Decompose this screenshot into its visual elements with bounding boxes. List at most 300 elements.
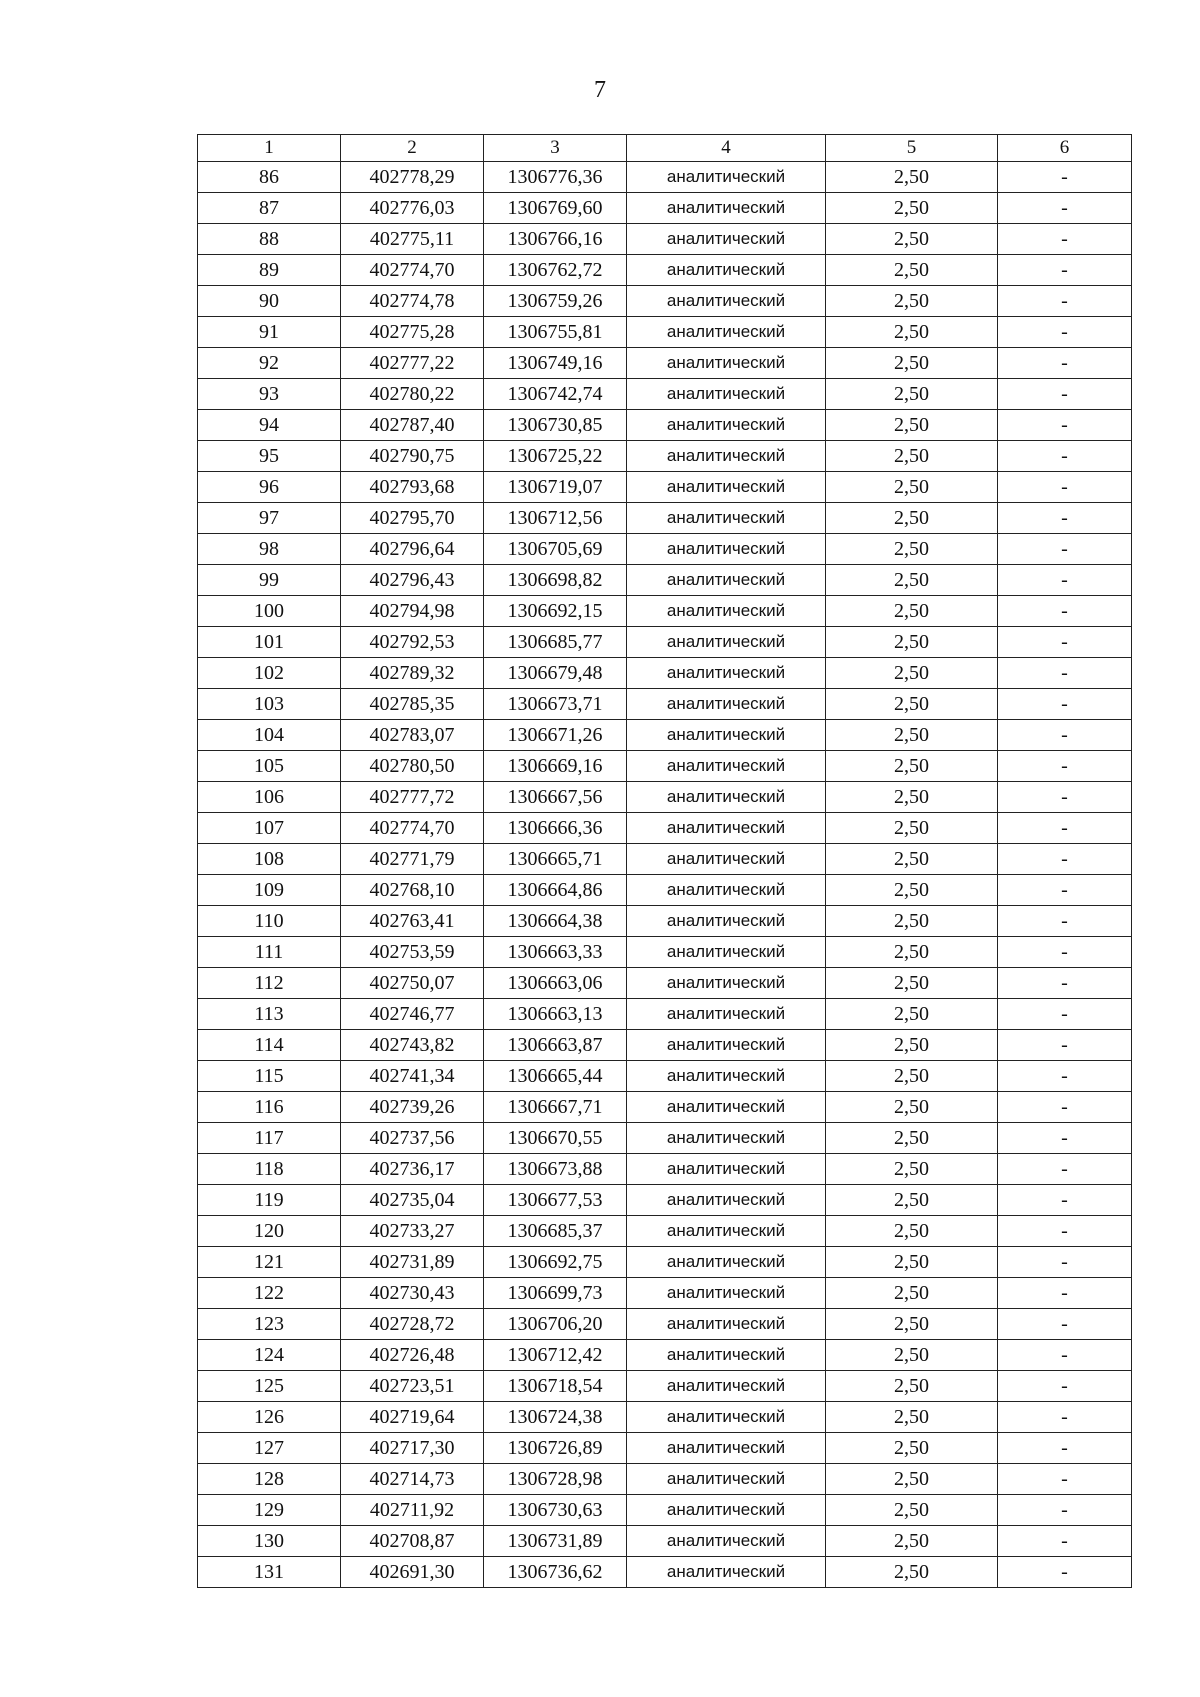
table-row bbox=[198, 379, 1132, 410]
x-coordinate-cell: 402743,82 bbox=[341, 1030, 484, 1061]
table-row bbox=[198, 627, 1132, 658]
table-row bbox=[198, 1464, 1132, 1495]
note-cell: - bbox=[998, 844, 1132, 875]
table-row bbox=[198, 472, 1132, 503]
y-coordinate-cell: 1306663,33 bbox=[484, 937, 627, 968]
method-cell: аналитический bbox=[627, 534, 826, 565]
note-cell: - bbox=[998, 472, 1132, 503]
point-number-cell: 117 bbox=[198, 1123, 341, 1154]
x-coordinate-cell: 402691,30 bbox=[341, 1557, 484, 1588]
method-cell: аналитический bbox=[627, 1247, 826, 1278]
x-coordinate-cell: 402733,27 bbox=[341, 1216, 484, 1247]
point-number-cell: 130 bbox=[198, 1526, 341, 1557]
accuracy-cell: 2,50 bbox=[826, 1340, 998, 1371]
method-cell: аналитический bbox=[627, 1371, 826, 1402]
note-cell: - bbox=[998, 1030, 1132, 1061]
accuracy-cell: 2,50 bbox=[826, 751, 998, 782]
x-coordinate-cell: 402796,64 bbox=[341, 534, 484, 565]
accuracy-cell: 2,50 bbox=[826, 317, 998, 348]
column-header: 2 bbox=[341, 135, 484, 162]
note-cell: - bbox=[998, 410, 1132, 441]
point-number-cell: 103 bbox=[198, 689, 341, 720]
note-cell: - bbox=[998, 1526, 1132, 1557]
accuracy-cell: 2,50 bbox=[826, 813, 998, 844]
method-cell: аналитический bbox=[627, 1061, 826, 1092]
accuracy-cell: 2,50 bbox=[826, 906, 998, 937]
x-coordinate-cell: 402736,17 bbox=[341, 1154, 484, 1185]
method-cell: аналитический bbox=[627, 410, 826, 441]
point-number-cell: 119 bbox=[198, 1185, 341, 1216]
y-coordinate-cell: 1306673,88 bbox=[484, 1154, 627, 1185]
accuracy-cell: 2,50 bbox=[826, 1495, 998, 1526]
y-coordinate-cell: 1306665,71 bbox=[484, 844, 627, 875]
method-cell: аналитический bbox=[627, 1402, 826, 1433]
accuracy-cell: 2,50 bbox=[826, 565, 998, 596]
table-row bbox=[198, 410, 1132, 441]
point-number-cell: 96 bbox=[198, 472, 341, 503]
note-cell: - bbox=[998, 348, 1132, 379]
x-coordinate-cell: 402789,32 bbox=[341, 658, 484, 689]
table-row bbox=[198, 937, 1132, 968]
note-cell: - bbox=[998, 782, 1132, 813]
y-coordinate-cell: 1306749,16 bbox=[484, 348, 627, 379]
note-cell: - bbox=[998, 999, 1132, 1030]
table-row bbox=[198, 534, 1132, 565]
y-coordinate-cell: 1306699,73 bbox=[484, 1278, 627, 1309]
y-coordinate-cell: 1306769,60 bbox=[484, 193, 627, 224]
point-number-cell: 107 bbox=[198, 813, 341, 844]
table-row bbox=[198, 751, 1132, 782]
accuracy-cell: 2,50 bbox=[826, 1526, 998, 1557]
y-coordinate-cell: 1306685,37 bbox=[484, 1216, 627, 1247]
note-cell: - bbox=[998, 534, 1132, 565]
y-coordinate-cell: 1306673,71 bbox=[484, 689, 627, 720]
accuracy-cell: 2,50 bbox=[826, 503, 998, 534]
point-number-cell: 98 bbox=[198, 534, 341, 565]
point-number-cell: 97 bbox=[198, 503, 341, 534]
column-header: 4 bbox=[627, 135, 826, 162]
note-cell: - bbox=[998, 565, 1132, 596]
y-coordinate-cell: 1306669,16 bbox=[484, 751, 627, 782]
column-header: 6 bbox=[998, 135, 1132, 162]
table-row bbox=[198, 1495, 1132, 1526]
table-row bbox=[198, 658, 1132, 689]
point-number-cell: 89 bbox=[198, 255, 341, 286]
point-number-cell: 108 bbox=[198, 844, 341, 875]
y-coordinate-cell: 1306712,42 bbox=[484, 1340, 627, 1371]
y-coordinate-cell: 1306766,16 bbox=[484, 224, 627, 255]
note-cell: - bbox=[998, 751, 1132, 782]
point-number-cell: 111 bbox=[198, 937, 341, 968]
y-coordinate-cell: 1306755,81 bbox=[484, 317, 627, 348]
x-coordinate-cell: 402741,34 bbox=[341, 1061, 484, 1092]
y-coordinate-cell: 1306665,44 bbox=[484, 1061, 627, 1092]
note-cell: - bbox=[998, 1123, 1132, 1154]
table-body bbox=[198, 162, 1132, 1588]
y-coordinate-cell: 1306667,56 bbox=[484, 782, 627, 813]
method-cell: аналитический bbox=[627, 1464, 826, 1495]
y-coordinate-cell: 1306670,55 bbox=[484, 1123, 627, 1154]
accuracy-cell: 2,50 bbox=[826, 193, 998, 224]
method-cell: аналитический bbox=[627, 627, 826, 658]
method-cell: аналитический bbox=[627, 813, 826, 844]
y-coordinate-cell: 1306728,98 bbox=[484, 1464, 627, 1495]
point-number-cell: 92 bbox=[198, 348, 341, 379]
method-cell: аналитический bbox=[627, 1278, 826, 1309]
point-number-cell: 123 bbox=[198, 1309, 341, 1340]
point-number-cell: 114 bbox=[198, 1030, 341, 1061]
table-row bbox=[198, 224, 1132, 255]
accuracy-cell: 2,50 bbox=[826, 1464, 998, 1495]
y-coordinate-cell: 1306726,89 bbox=[484, 1433, 627, 1464]
table-row bbox=[198, 286, 1132, 317]
method-cell: аналитический bbox=[627, 782, 826, 813]
x-coordinate-cell: 402731,89 bbox=[341, 1247, 484, 1278]
accuracy-cell: 2,50 bbox=[826, 1154, 998, 1185]
accuracy-cell: 2,50 bbox=[826, 1030, 998, 1061]
x-coordinate-cell: 402775,28 bbox=[341, 317, 484, 348]
note-cell: - bbox=[998, 1154, 1132, 1185]
column-header: 5 bbox=[826, 135, 998, 162]
accuracy-cell: 2,50 bbox=[826, 1278, 998, 1309]
method-cell: аналитический bbox=[627, 1123, 826, 1154]
table-row bbox=[198, 844, 1132, 875]
method-cell: аналитический bbox=[627, 596, 826, 627]
point-number-cell: 109 bbox=[198, 875, 341, 906]
y-coordinate-cell: 1306730,63 bbox=[484, 1495, 627, 1526]
note-cell: - bbox=[998, 658, 1132, 689]
table-row bbox=[198, 1154, 1132, 1185]
note-cell: - bbox=[998, 1557, 1132, 1588]
table-row bbox=[198, 1340, 1132, 1371]
y-coordinate-cell: 1306664,86 bbox=[484, 875, 627, 906]
table-row bbox=[198, 720, 1132, 751]
accuracy-cell: 2,50 bbox=[826, 1123, 998, 1154]
method-cell: аналитический bbox=[627, 1185, 826, 1216]
method-cell: аналитический bbox=[627, 379, 826, 410]
y-coordinate-cell: 1306667,71 bbox=[484, 1092, 627, 1123]
point-number-cell: 122 bbox=[198, 1278, 341, 1309]
point-number-cell: 99 bbox=[198, 565, 341, 596]
point-number-cell: 127 bbox=[198, 1433, 341, 1464]
table-row bbox=[198, 813, 1132, 844]
point-number-cell: 105 bbox=[198, 751, 341, 782]
x-coordinate-cell: 402775,11 bbox=[341, 224, 484, 255]
point-number-cell: 131 bbox=[198, 1557, 341, 1588]
accuracy-cell: 2,50 bbox=[826, 1216, 998, 1247]
note-cell: - bbox=[998, 720, 1132, 751]
x-coordinate-cell: 402790,75 bbox=[341, 441, 484, 472]
y-coordinate-cell: 1306705,69 bbox=[484, 534, 627, 565]
y-coordinate-cell: 1306692,15 bbox=[484, 596, 627, 627]
method-cell: аналитический bbox=[627, 1309, 826, 1340]
note-cell: - bbox=[998, 1092, 1132, 1123]
accuracy-cell: 2,50 bbox=[826, 1092, 998, 1123]
accuracy-cell: 2,50 bbox=[826, 844, 998, 875]
note-cell: - bbox=[998, 503, 1132, 534]
y-coordinate-cell: 1306725,22 bbox=[484, 441, 627, 472]
accuracy-cell: 2,50 bbox=[826, 968, 998, 999]
x-coordinate-cell: 402780,50 bbox=[341, 751, 484, 782]
y-coordinate-cell: 1306718,54 bbox=[484, 1371, 627, 1402]
method-cell: аналитический bbox=[627, 317, 826, 348]
x-coordinate-cell: 402717,30 bbox=[341, 1433, 484, 1464]
accuracy-cell: 2,50 bbox=[826, 472, 998, 503]
table-row bbox=[198, 1309, 1132, 1340]
x-coordinate-cell: 402711,92 bbox=[341, 1495, 484, 1526]
accuracy-cell: 2,50 bbox=[826, 162, 998, 193]
method-cell: аналитический bbox=[627, 689, 826, 720]
note-cell: - bbox=[998, 596, 1132, 627]
note-cell: - bbox=[998, 441, 1132, 472]
table-row bbox=[198, 193, 1132, 224]
method-cell: аналитический bbox=[627, 751, 826, 782]
table-header-row bbox=[198, 135, 1132, 162]
table-row bbox=[198, 255, 1132, 286]
method-cell: аналитический bbox=[627, 906, 826, 937]
y-coordinate-cell: 1306724,38 bbox=[484, 1402, 627, 1433]
x-coordinate-cell: 402776,03 bbox=[341, 193, 484, 224]
point-number-cell: 102 bbox=[198, 658, 341, 689]
x-coordinate-cell: 402796,43 bbox=[341, 565, 484, 596]
y-coordinate-cell: 1306671,26 bbox=[484, 720, 627, 751]
point-number-cell: 101 bbox=[198, 627, 341, 658]
point-number-cell: 100 bbox=[198, 596, 341, 627]
accuracy-cell: 2,50 bbox=[826, 441, 998, 472]
note-cell: - bbox=[998, 813, 1132, 844]
table-row bbox=[198, 1402, 1132, 1433]
note-cell: - bbox=[998, 1309, 1132, 1340]
accuracy-cell: 2,50 bbox=[826, 720, 998, 751]
point-number-cell: 113 bbox=[198, 999, 341, 1030]
accuracy-cell: 2,50 bbox=[826, 596, 998, 627]
point-number-cell: 121 bbox=[198, 1247, 341, 1278]
method-cell: аналитический bbox=[627, 968, 826, 999]
note-cell: - bbox=[998, 317, 1132, 348]
method-cell: аналитический bbox=[627, 348, 826, 379]
y-coordinate-cell: 1306762,72 bbox=[484, 255, 627, 286]
method-cell: аналитический bbox=[627, 937, 826, 968]
accuracy-cell: 2,50 bbox=[826, 379, 998, 410]
y-coordinate-cell: 1306730,85 bbox=[484, 410, 627, 441]
y-coordinate-cell: 1306731,89 bbox=[484, 1526, 627, 1557]
method-cell: аналитический bbox=[627, 162, 826, 193]
x-coordinate-cell: 402777,22 bbox=[341, 348, 484, 379]
method-cell: аналитический bbox=[627, 503, 826, 534]
y-coordinate-cell: 1306736,62 bbox=[484, 1557, 627, 1588]
method-cell: аналитический bbox=[627, 844, 826, 875]
accuracy-cell: 2,50 bbox=[826, 1433, 998, 1464]
y-coordinate-cell: 1306759,26 bbox=[484, 286, 627, 317]
table-row bbox=[198, 875, 1132, 906]
method-cell: аналитический bbox=[627, 720, 826, 751]
x-coordinate-cell: 402785,35 bbox=[341, 689, 484, 720]
column-header: 3 bbox=[484, 135, 627, 162]
point-number-cell: 106 bbox=[198, 782, 341, 813]
method-cell: аналитический bbox=[627, 1030, 826, 1061]
x-coordinate-cell: 402783,07 bbox=[341, 720, 484, 751]
x-coordinate-cell: 402774,70 bbox=[341, 813, 484, 844]
table-row bbox=[198, 565, 1132, 596]
table-row bbox=[198, 1433, 1132, 1464]
point-number-cell: 115 bbox=[198, 1061, 341, 1092]
x-coordinate-cell: 402763,41 bbox=[341, 906, 484, 937]
x-coordinate-cell: 402735,04 bbox=[341, 1185, 484, 1216]
table-row bbox=[198, 348, 1132, 379]
note-cell: - bbox=[998, 968, 1132, 999]
note-cell: - bbox=[998, 627, 1132, 658]
x-coordinate-cell: 402774,78 bbox=[341, 286, 484, 317]
point-number-cell: 95 bbox=[198, 441, 341, 472]
point-number-cell: 94 bbox=[198, 410, 341, 441]
note-cell: - bbox=[998, 255, 1132, 286]
accuracy-cell: 2,50 bbox=[826, 627, 998, 658]
point-number-cell: 86 bbox=[198, 162, 341, 193]
note-cell: - bbox=[998, 1340, 1132, 1371]
point-number-cell: 93 bbox=[198, 379, 341, 410]
method-cell: аналитический bbox=[627, 565, 826, 596]
x-coordinate-cell: 402719,64 bbox=[341, 1402, 484, 1433]
x-coordinate-cell: 402708,87 bbox=[341, 1526, 484, 1557]
method-cell: аналитический bbox=[627, 1216, 826, 1247]
note-cell: - bbox=[998, 1061, 1132, 1092]
note-cell: - bbox=[998, 1185, 1132, 1216]
method-cell: аналитический bbox=[627, 1433, 826, 1464]
note-cell: - bbox=[998, 1278, 1132, 1309]
accuracy-cell: 2,50 bbox=[826, 286, 998, 317]
x-coordinate-cell: 402723,51 bbox=[341, 1371, 484, 1402]
x-coordinate-cell: 402714,73 bbox=[341, 1464, 484, 1495]
note-cell: - bbox=[998, 1433, 1132, 1464]
method-cell: аналитический bbox=[627, 875, 826, 906]
point-number-cell: 88 bbox=[198, 224, 341, 255]
table-row bbox=[198, 1185, 1132, 1216]
method-cell: аналитический bbox=[627, 472, 826, 503]
table-row bbox=[198, 1216, 1132, 1247]
method-cell: аналитический bbox=[627, 1154, 826, 1185]
accuracy-cell: 2,50 bbox=[826, 1402, 998, 1433]
y-coordinate-cell: 1306663,06 bbox=[484, 968, 627, 999]
x-coordinate-cell: 402795,70 bbox=[341, 503, 484, 534]
note-cell: - bbox=[998, 286, 1132, 317]
x-coordinate-cell: 402778,29 bbox=[341, 162, 484, 193]
table-row bbox=[198, 441, 1132, 472]
y-coordinate-cell: 1306742,74 bbox=[484, 379, 627, 410]
y-coordinate-cell: 1306685,77 bbox=[484, 627, 627, 658]
y-coordinate-cell: 1306712,56 bbox=[484, 503, 627, 534]
method-cell: аналитический bbox=[627, 441, 826, 472]
accuracy-cell: 2,50 bbox=[826, 658, 998, 689]
x-coordinate-cell: 402739,26 bbox=[341, 1092, 484, 1123]
table-row bbox=[198, 1030, 1132, 1061]
accuracy-cell: 2,50 bbox=[826, 782, 998, 813]
point-number-cell: 128 bbox=[198, 1464, 341, 1495]
table-row bbox=[198, 317, 1132, 348]
x-coordinate-cell: 402737,56 bbox=[341, 1123, 484, 1154]
note-cell: - bbox=[998, 875, 1132, 906]
note-cell: - bbox=[998, 1464, 1132, 1495]
point-number-cell: 125 bbox=[198, 1371, 341, 1402]
x-coordinate-cell: 402730,43 bbox=[341, 1278, 484, 1309]
method-cell: аналитический bbox=[627, 1495, 826, 1526]
note-cell: - bbox=[998, 162, 1132, 193]
table-row bbox=[198, 503, 1132, 534]
point-number-cell: 124 bbox=[198, 1340, 341, 1371]
table-row bbox=[198, 162, 1132, 193]
x-coordinate-cell: 402777,72 bbox=[341, 782, 484, 813]
x-coordinate-cell: 402750,07 bbox=[341, 968, 484, 999]
method-cell: аналитический bbox=[627, 255, 826, 286]
x-coordinate-cell: 402780,22 bbox=[341, 379, 484, 410]
accuracy-cell: 2,50 bbox=[826, 999, 998, 1030]
method-cell: аналитический bbox=[627, 1340, 826, 1371]
x-coordinate-cell: 402792,53 bbox=[341, 627, 484, 658]
table-row bbox=[198, 999, 1132, 1030]
point-number-cell: 91 bbox=[198, 317, 341, 348]
note-cell: - bbox=[998, 224, 1132, 255]
note-cell: - bbox=[998, 1402, 1132, 1433]
table-row bbox=[198, 968, 1132, 999]
x-coordinate-cell: 402794,98 bbox=[341, 596, 484, 627]
accuracy-cell: 2,50 bbox=[826, 534, 998, 565]
table-row bbox=[198, 1123, 1132, 1154]
accuracy-cell: 2,50 bbox=[826, 255, 998, 286]
accuracy-cell: 2,50 bbox=[826, 1309, 998, 1340]
table-row bbox=[198, 906, 1132, 937]
x-coordinate-cell: 402728,72 bbox=[341, 1309, 484, 1340]
x-coordinate-cell: 402771,79 bbox=[341, 844, 484, 875]
accuracy-cell: 2,50 bbox=[826, 410, 998, 441]
y-coordinate-cell: 1306663,87 bbox=[484, 1030, 627, 1061]
point-number-cell: 110 bbox=[198, 906, 341, 937]
point-number-cell: 118 bbox=[198, 1154, 341, 1185]
note-cell: - bbox=[998, 689, 1132, 720]
table-row bbox=[198, 596, 1132, 627]
accuracy-cell: 2,50 bbox=[826, 1185, 998, 1216]
accuracy-cell: 2,50 bbox=[826, 875, 998, 906]
y-coordinate-cell: 1306664,38 bbox=[484, 906, 627, 937]
y-coordinate-cell: 1306706,20 bbox=[484, 1309, 627, 1340]
y-coordinate-cell: 1306692,75 bbox=[484, 1247, 627, 1278]
accuracy-cell: 2,50 bbox=[826, 1247, 998, 1278]
table-row bbox=[198, 689, 1132, 720]
y-coordinate-cell: 1306679,48 bbox=[484, 658, 627, 689]
note-cell: - bbox=[998, 1216, 1132, 1247]
coordinates-table bbox=[197, 134, 1132, 1588]
table-row bbox=[198, 1371, 1132, 1402]
point-number-cell: 112 bbox=[198, 968, 341, 999]
x-coordinate-cell: 402726,48 bbox=[341, 1340, 484, 1371]
note-cell: - bbox=[998, 1495, 1132, 1526]
method-cell: аналитический bbox=[627, 1557, 826, 1588]
note-cell: - bbox=[998, 1247, 1132, 1278]
x-coordinate-cell: 402793,68 bbox=[341, 472, 484, 503]
note-cell: - bbox=[998, 937, 1132, 968]
y-coordinate-cell: 1306663,13 bbox=[484, 999, 627, 1030]
y-coordinate-cell: 1306666,36 bbox=[484, 813, 627, 844]
accuracy-cell: 2,50 bbox=[826, 937, 998, 968]
method-cell: аналитический bbox=[627, 224, 826, 255]
y-coordinate-cell: 1306776,36 bbox=[484, 162, 627, 193]
note-cell: - bbox=[998, 1371, 1132, 1402]
table-row bbox=[198, 1526, 1132, 1557]
accuracy-cell: 2,50 bbox=[826, 348, 998, 379]
table-row bbox=[198, 1092, 1132, 1123]
x-coordinate-cell: 402768,10 bbox=[341, 875, 484, 906]
x-coordinate-cell: 402746,77 bbox=[341, 999, 484, 1030]
x-coordinate-cell: 402774,70 bbox=[341, 255, 484, 286]
accuracy-cell: 2,50 bbox=[826, 1557, 998, 1588]
